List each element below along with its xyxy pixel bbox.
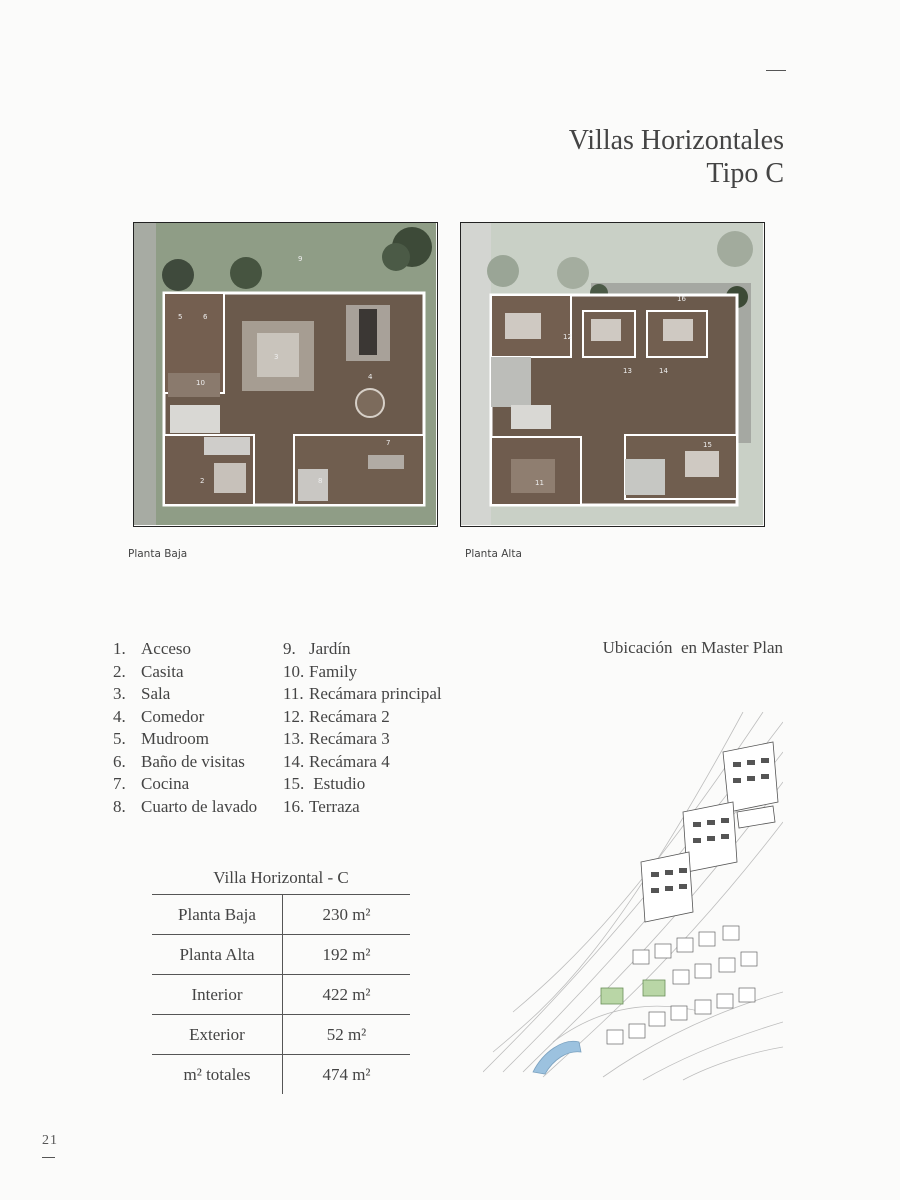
page-title <box>569 124 784 190</box>
legend-item: 6. Baño de visitas <box>113 751 245 771</box>
table-row <box>152 1015 410 1055</box>
table-row <box>152 895 410 935</box>
ground-room-5: 5 <box>178 313 183 321</box>
legend-item: 7. Cocina <box>113 774 190 793</box>
master-plan-heading: Ubicación en Master Plan <box>602 638 783 657</box>
legend-item: 3. Sala <box>113 684 171 703</box>
legend-item: 4. Comedor <box>113 706 205 726</box>
ground-room-8: 8 <box>318 477 323 485</box>
table-cell-label: Interior <box>152 975 283 1015</box>
upper-floor-plan <box>460 222 765 527</box>
legend-item: 8. Cuarto de lavado <box>113 796 258 816</box>
upper-room-13: 13 <box>623 367 632 375</box>
legend-item: 2. Casita <box>113 661 184 681</box>
table-row <box>152 1055 410 1095</box>
page-number: 21 <box>42 1133 58 1148</box>
upper-room-11: 11 <box>535 479 544 487</box>
upper-room-12: 12 <box>563 333 572 341</box>
legend-column-2 <box>283 638 442 818</box>
ground-floor-caption: Planta Baja <box>128 548 188 560</box>
ground-room-2: 2 <box>200 477 205 485</box>
legend-item: 1. Acceso <box>113 639 192 658</box>
legend-column-1 <box>113 638 257 818</box>
table-cell-label: Planta Baja <box>152 895 283 935</box>
title-line-2: Tipo C <box>706 158 784 189</box>
table-cell-value: 422 m² <box>283 975 411 1015</box>
table-cell-label: Planta Alta <box>152 935 283 975</box>
table-cell-label: Exterior <box>152 1015 283 1055</box>
top-rule <box>766 70 786 71</box>
table-cell-label: m² totales <box>152 1055 283 1095</box>
table-row <box>152 935 410 975</box>
table-row <box>152 975 410 1015</box>
legend-item: 12. Recámara 2 <box>283 706 390 726</box>
legend-item: 5. Mudroom <box>113 729 209 748</box>
ground-room-3: 3 <box>274 353 279 361</box>
bottom-rule <box>42 1157 55 1158</box>
table-cell-value: 192 m² <box>283 935 411 975</box>
legend-item: 15. Estudio <box>283 774 366 793</box>
upper-floor-caption: Planta Alta <box>465 548 522 560</box>
upper-room-16: 16 <box>677 295 686 303</box>
legend-item: 13. Recámara 3 <box>283 729 390 748</box>
ground-room-6: 6 <box>203 313 208 321</box>
table-cell-value: 230 m² <box>283 895 411 935</box>
legend-item: 10. Family <box>283 661 358 681</box>
table-cell-value: 52 m² <box>283 1015 411 1055</box>
area-table <box>152 866 410 1094</box>
area-table-title: Villa Horizontal - C <box>213 868 349 887</box>
legend-item: 16. Terraza <box>283 796 360 816</box>
ground-room-10: 10 <box>196 379 205 387</box>
ground-room-9: 9 <box>298 255 303 263</box>
title-line-1: Villas Horizontales <box>568 125 784 156</box>
ground-floor-plan <box>133 222 438 527</box>
upper-room-14: 14 <box>659 367 668 375</box>
legend-item: 9. Jardín <box>283 639 351 658</box>
table-cell-value: 474 m² <box>283 1055 411 1095</box>
master-plan-illustration <box>483 712 783 1082</box>
upper-room-15: 15 <box>703 441 712 449</box>
ground-room-7: 7 <box>386 439 391 447</box>
ground-room-4: 4 <box>368 373 373 381</box>
legend-item: 11. Recámara principal <box>283 684 442 703</box>
legend-item: 14. Recámara 4 <box>283 751 390 771</box>
